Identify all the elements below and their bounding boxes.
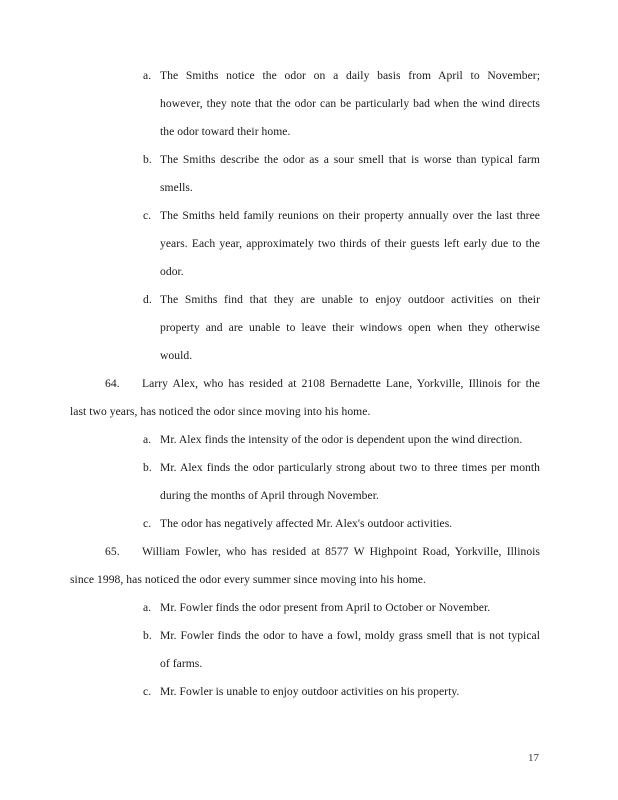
- para-65-sub-b-marker: b.: [143, 629, 152, 642]
- sub-d-line-3: would.: [160, 349, 193, 362]
- sub-c-line-1: The Smiths held family reunions on their property annually over the last three: [160, 209, 540, 222]
- para-64-line-2: last two years, has noticed the odor since moving into his home.: [70, 405, 371, 418]
- para-64-sub-a-line-1: Mr. Alex finds the intensity of the odor is dependent upon the wind direction.: [160, 433, 523, 446]
- para-65-sub-c-marker: c.: [143, 685, 152, 698]
- para-64-sub-c-line-1: The odor has negatively affected Mr. Alex's outdoor activities.: [160, 517, 453, 530]
- para-64-line-1: Larry Alex, who has resided at 2108 Bernadette Lane, Yorkville, Illinois for the: [142, 377, 540, 390]
- sub-b-line-1: The Smiths describe the odor as a sour smell that is worse than typical farm: [160, 153, 540, 166]
- sub-b-marker: b.: [143, 153, 152, 166]
- para-64-sub-b-marker: b.: [143, 461, 152, 474]
- para-65-sub-c-line-1: Mr. Fowler is unable to enjoy outdoor activities on his property.: [160, 685, 460, 698]
- para-65-line-1: William Fowler, who has resided at 8577 W Highpoint Road, Yorkville, Illinois: [142, 545, 540, 558]
- sub-c-line-3: odor.: [160, 265, 184, 278]
- para-65-sub-a-marker: a.: [143, 601, 152, 614]
- para-65-sub-b-line-2: of farms.: [160, 657, 203, 670]
- sub-c-line-2: years. Each year, approximately two thirds of their guests left early due to the: [160, 237, 540, 250]
- para-65-number: 65.: [105, 545, 120, 558]
- sub-a-line-2: however, they note that the odor can be particularly bad when the wind directs: [160, 97, 540, 110]
- sub-d-marker: d.: [143, 293, 152, 306]
- para-65-line-2: since 1998, has noticed the odor every summer since moving into his home.: [70, 573, 426, 586]
- para-64-sub-b-line-1: Mr. Alex finds the odor particularly strong about two to three times per month: [160, 461, 540, 474]
- sub-d-line-1: The Smiths find that they are unable to enjoy outdoor activities on their: [160, 293, 540, 306]
- sub-b-line-2: smells.: [160, 181, 193, 194]
- sub-c-marker: c.: [143, 209, 152, 222]
- sub-d-line-2: property and are unable to leave their windows open when they otherwise: [160, 321, 540, 334]
- sub-a-marker: a.: [143, 69, 152, 82]
- page-number: 17: [528, 752, 540, 764]
- para-64-sub-b-line-2: during the months of April through November.: [160, 489, 379, 502]
- para-65-sub-b-line-1: Mr. Fowler finds the odor to have a fowl, moldy grass smell that is not typical: [160, 629, 540, 642]
- para-64-number: 64.: [105, 377, 120, 390]
- para-64-sub-c-marker: c.: [143, 517, 152, 530]
- para-64-sub-a-marker: a.: [143, 433, 152, 446]
- para-65-sub-a-line-1: Mr. Fowler finds the odor present from April to October or November.: [160, 601, 491, 614]
- sub-a-line-3: the odor toward their home.: [160, 125, 291, 138]
- sub-a-line-1: The Smiths notice the odor on a daily basis from April to November;: [160, 69, 540, 82]
